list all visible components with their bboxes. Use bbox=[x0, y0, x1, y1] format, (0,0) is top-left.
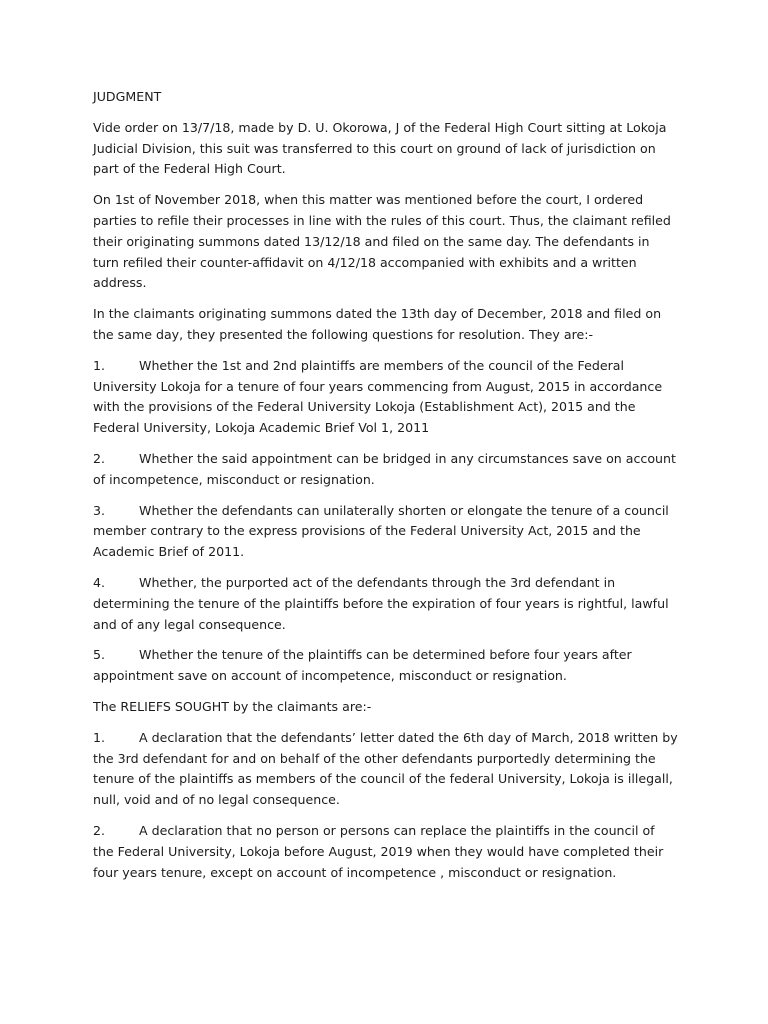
relief-item-1 bbox=[93, 728, 678, 811]
paragraph-transfer-order: Vide order on 13/7/18, made by D. U. Okorowa, J of the Federal High Court sitting at Lokoja Judicial Division, this suit was transferred to this court on ground of lack of jurisdiction on part of the Federal High Court. bbox=[93, 119, 667, 177]
question-text: Whether, the purported act of the defendants through the 3rd defendant in determining the tenure of the plaintiffs before the expiration of four years is rightful, lawful and of any legal consequence. bbox=[93, 574, 669, 632]
relief-text: A declaration that the defendants’ letter dated the 6th day of March, 2018 written by the 3rd defendant for and on behalf of the other defendants purportedly determining the tenure of the plaintiffs as members of the council of the federal University, Lokoja is illegall, null, void and of no legal consequence. bbox=[93, 729, 678, 808]
question-number: 1. bbox=[93, 357, 106, 373]
question-item-2 bbox=[93, 449, 678, 491]
question-text: Whether the 1st and 2nd plaintiffs are members of the council of the Federal University Lokoja for a tenure of four years commencing from August, 2015 in accordance with the provisions of the Federal University Lokoja (Establishment Act), 2015 and the Federal University, Lokoja Academic Brief Vol 1, 2011 bbox=[93, 357, 663, 436]
question-item-1 bbox=[93, 356, 678, 439]
relief-number: 2. bbox=[93, 822, 106, 838]
paragraph-refiling: On 1st of November 2018, when this matter was mentioned before the court, I ordered parties to refile their processes in line with the rules of this court. Thus, the claimant refiled their originating summons dated 13/12/18 and filed on the same day. The defendants in turn refiled their counter-affidavit on 4/12/18 accompanied with exhibits and a written address. bbox=[93, 192, 671, 291]
question-item-5 bbox=[93, 645, 678, 687]
question-number: 5. bbox=[93, 647, 106, 663]
question-item-3 bbox=[93, 501, 678, 563]
question-text: Whether the tenure of the plaintiffs can be determined before four years after appointment save on account of incompetence, misconduct or resignation. bbox=[93, 647, 632, 684]
relief-text: A declaration that no person or persons can replace the plaintiffs in the council of the Federal University, Lokoja before August, 2019 when they would have completed their four years tenure, except on account of incompetence , misconduct or resignation. bbox=[93, 822, 664, 880]
question-text: Whether the said appointment can be bridged in any circumstances save on account of incompetence, misconduct or resignation. bbox=[93, 450, 676, 487]
reliefs-intro: The RELIEFS SOUGHT by the claimants are:- bbox=[93, 698, 372, 714]
question-number: 2. bbox=[93, 450, 106, 466]
question-number: 3. bbox=[93, 502, 106, 518]
question-item-4 bbox=[93, 573, 678, 635]
question-text: Whether the defendants can unilaterally shorten or elongate the tenure of a council member contrary to the express provisions of the Federal University Act, 2015 and the Academic Brief of 2011. bbox=[93, 502, 669, 560]
document-body bbox=[93, 87, 678, 893]
question-number: 4. bbox=[93, 574, 106, 590]
document-heading: JUDGMENT bbox=[93, 89, 162, 104]
relief-item-2 bbox=[93, 821, 678, 883]
relief-number: 1. bbox=[93, 729, 106, 745]
paragraph-questions-intro: In the claimants originating summons dated the 13th day of December, 2018 and filed on the same day, they presented the following questions for resolution. They are:- bbox=[93, 306, 662, 342]
